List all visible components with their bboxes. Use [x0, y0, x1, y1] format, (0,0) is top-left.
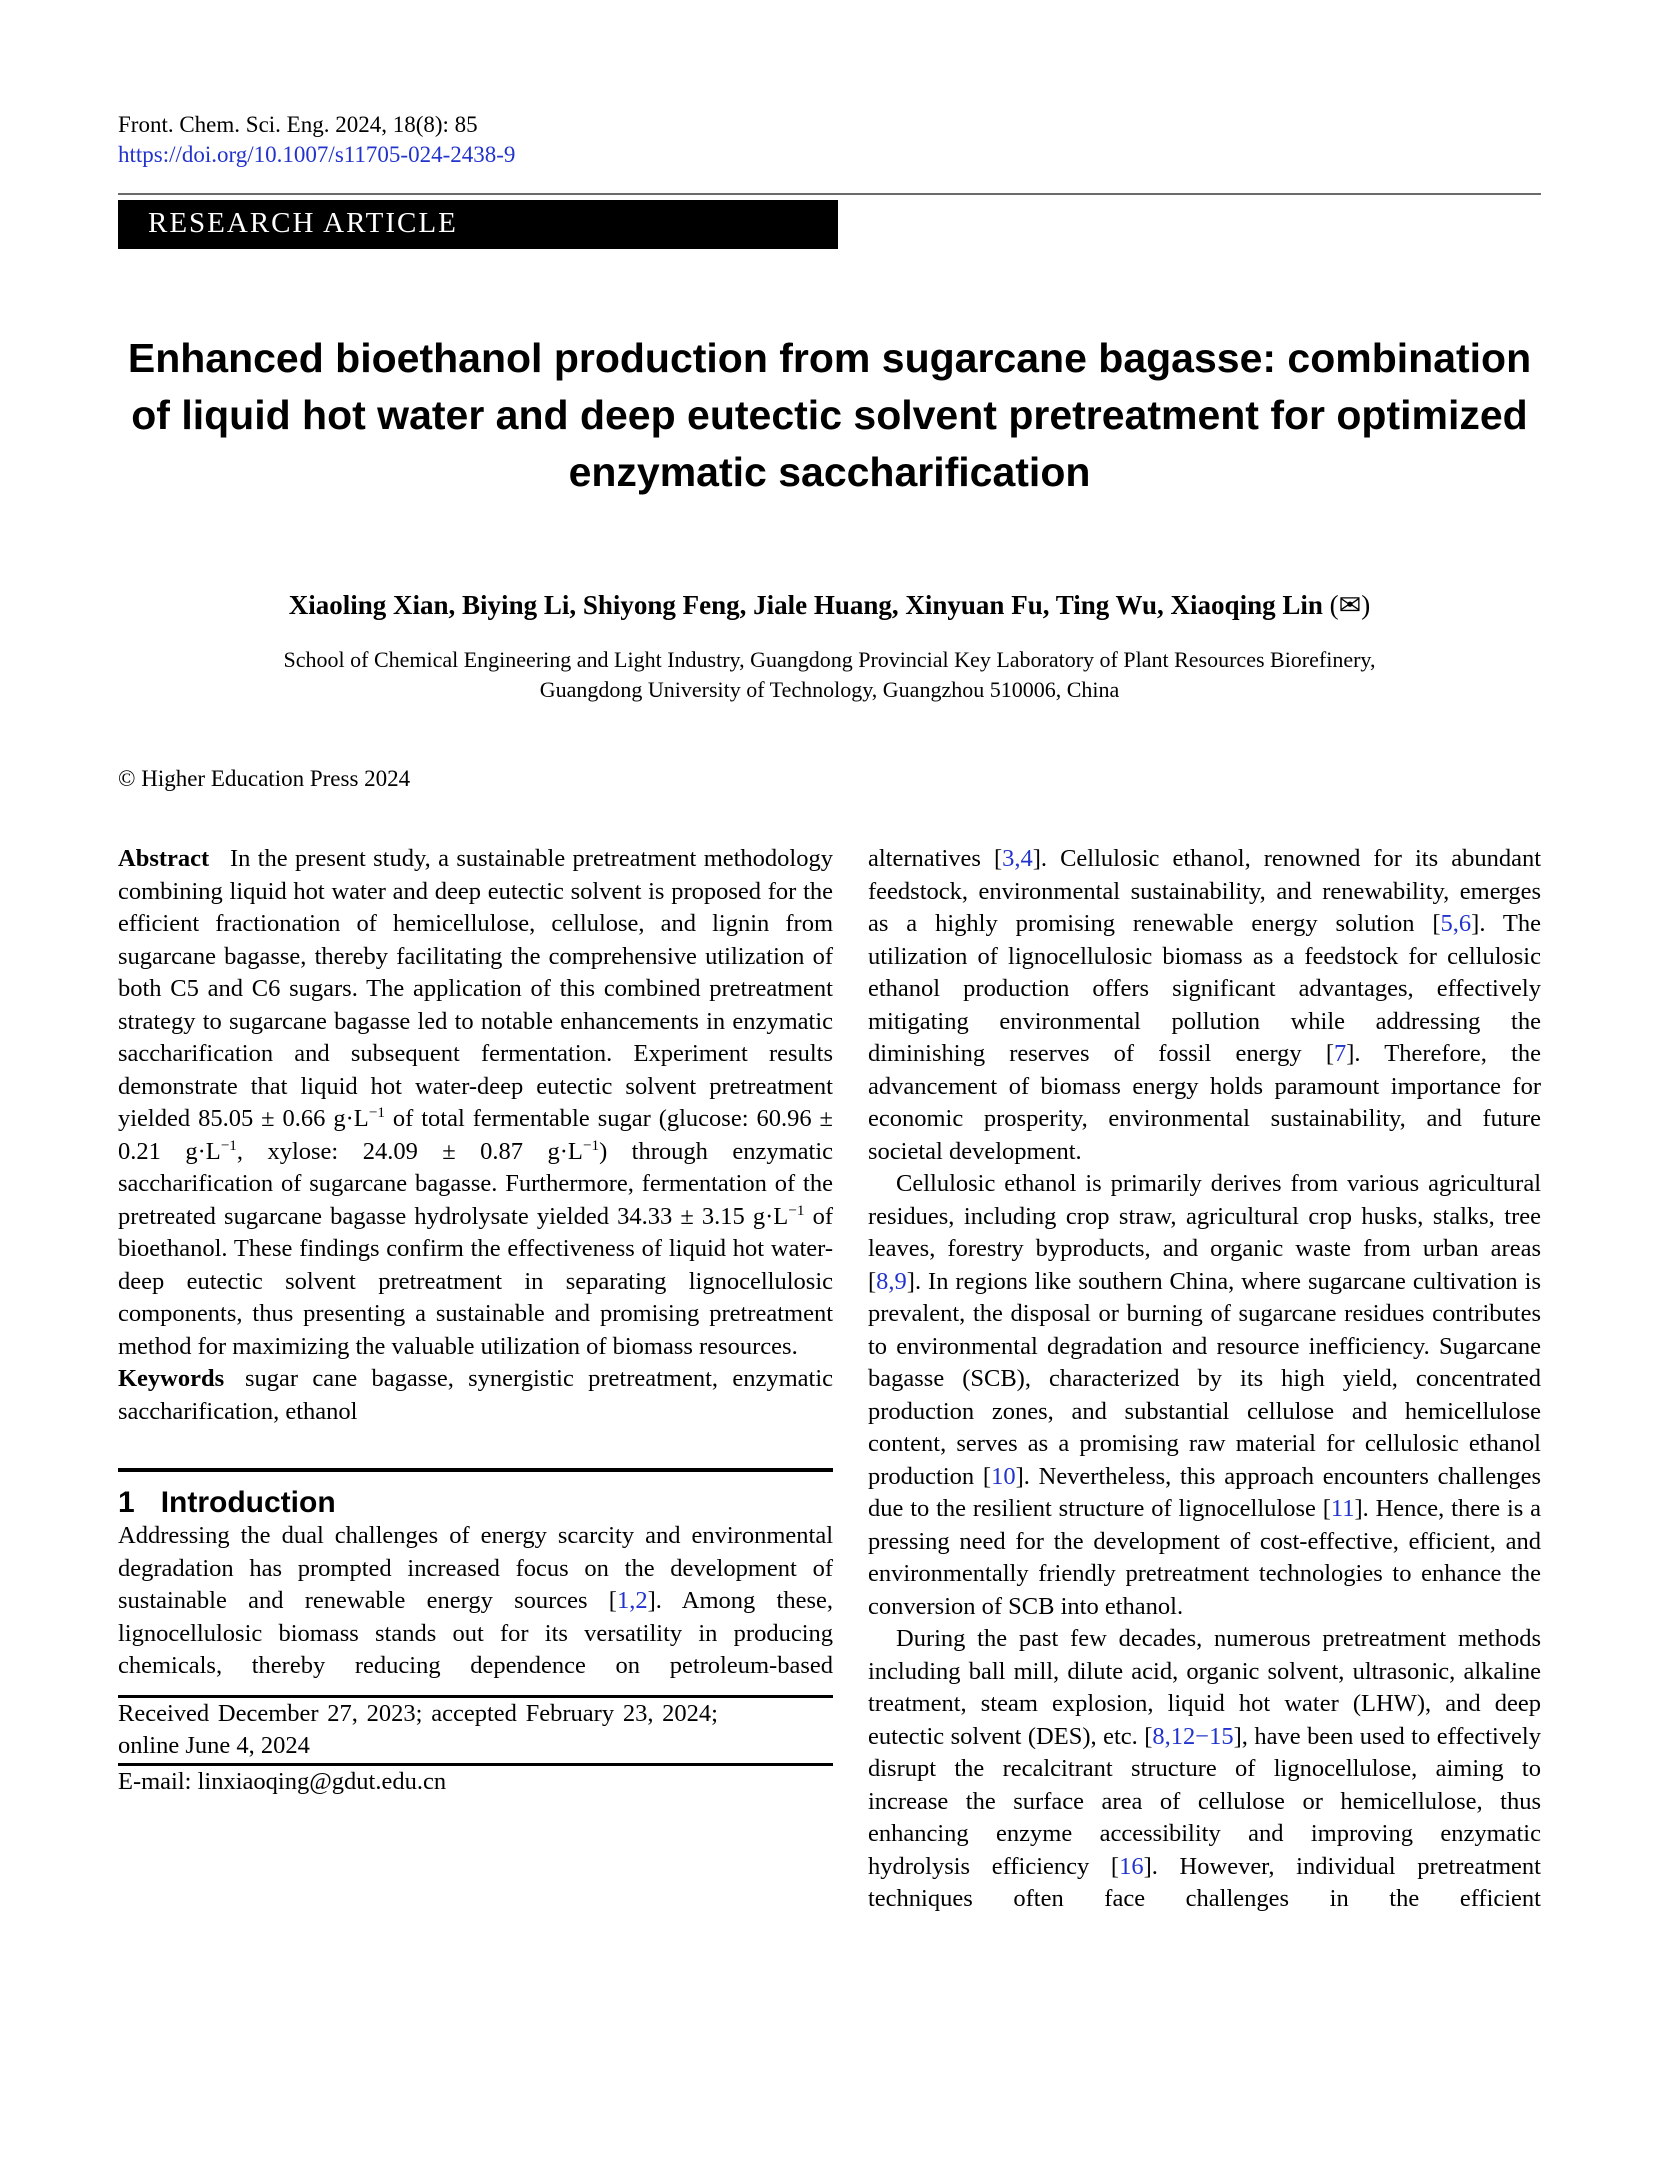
page-title: Enhanced bioethanol production from sugarcane bagasse: combination of liquid hot water and deep eutectic solvent pretreatment for optimized enzymatic saccharification	[127, 335, 1532, 495]
citation-link[interactable]: 7	[1333, 1040, 1347, 1067]
footnote-block	[118, 1695, 833, 1799]
citation-link[interactable]: 8,9	[876, 1267, 907, 1295]
citation-link[interactable]: 11	[1330, 1495, 1355, 1522]
footnote-email[interactable]: E-mail: linxiaoqing@gdut.edu.cn	[118, 1767, 447, 1795]
article-type-banner: RESEARCH ARTICLE	[118, 200, 838, 249]
section-title: Introduction	[160, 1486, 336, 1519]
citation-link[interactable]: 1,2	[616, 1587, 648, 1614]
citation-link[interactable]: 16	[1119, 1852, 1144, 1880]
citation-link[interactable]: 10	[991, 1462, 1016, 1490]
article-type-banner-rule	[118, 193, 1541, 249]
citation-link[interactable]: 3,4	[1002, 845, 1033, 872]
citation-link[interactable]: 5,6	[1440, 910, 1472, 937]
citation-link[interactable]: 8,12−15	[1152, 1722, 1234, 1750]
affiliation-line: School of Chemical Engineering and Light Industry, Guangdong Provincial Key Laboratory of Plant Resources Biorefinery,	[283, 647, 1376, 672]
section-divider-rule	[118, 1468, 833, 1472]
section-number: 1	[118, 1486, 135, 1519]
two-column-body	[118, 843, 1541, 1916]
authors-line	[118, 588, 1541, 622]
abstract-paragraph: Abstract In the present study, a sustainable pretreatment methodology combining liquid hot water and deep eutectic solvent is proposed for the efficient fractionation of hemicellulose, cellulose, and lignin from sugarcane bagasse, thereby facilitating the comprehensive utilization of both C5 and C6 sugars. The application of this combined pretreatment strategy to sugarcane bagasse led to notable enhancements in enzymatic saccharification and subsequent fermentation. Experiment results demonstrate that liquid hot water-deep eutectic solvent pretreatment yielded 85.05 ± 0.66 $g\cdot L^{-1}$ of total fermentable sugar (glucose: 60.96 ± 0.21 $g\cdot L^{-1}$, xylose: 24.09 ± 0.87 $g\cdot L^{-1}$) through enzymatic saccharification of sugarcane bagasse. Furthermore, fermentation of the pretreated sugarcane bagasse hydrolysate yielded 34.33 ± 3.15 $g\cdot L^{-1}$ of bioethanol. These findings confirm the effectiveness of liquid hot water-deep eutectic solvent pretreatment in separating lignocellulosic components, thus presenting a sustainable and promising pretreatment method for maximizing the valuable utilization of biomass resources.	[118, 845, 834, 1360]
introduction-paragraph: Addressing the dual challenges of energy scarcity and environmental degradation has prompted increased focus on the development of sustainable and renewable energy sources [1,2]. Among these, lignocellulosic biomass stands out for its versatility in producing chemicals, thereby reducing dependence on petroleum-based	[118, 1522, 833, 1679]
body-paragraph: alternatives [3,4]. Cellulosic ethanol, renowned for its abundant feedstock, environmental sustainability, and renewability, emerges as a highly promising renewable energy solution [5,6]. The utilization of lignocellulosic biomass as a feedstock for cellulosic ethanol production offers significant advantages, effectively mitigating environmental pollution while addressing the diminishing reserves of fossil energy [7]. Therefore, the advancement of biomass energy holds paramount importance for economic prosperity, environmental sustainability, and future societal development.	[868, 845, 1542, 1165]
left-column	[118, 843, 833, 1916]
footnote-received-dates: Received December 27, 2023; accepted February 23, 2024; online June 4, 2024	[118, 1699, 718, 1759]
section-heading-introduction	[118, 1486, 833, 1520]
affiliation-line: Guangdong University of Technology, Guangzhou 510006, China	[539, 677, 1120, 702]
affiliation	[118, 645, 1541, 705]
corresponding-author-envelope-icon[interactable]: (✉)	[1329, 590, 1371, 620]
journal-reference: Front. Chem. Sci. Eng. 2024, 18(8): 85	[118, 112, 478, 137]
body-paragraph: During the past few decades, numerous pretreatment methods including ball mill, dilute acid, organic solvent, ultrasonic, alkaline treatment, steam explosion, liquid hot water (LHW), and deep eutectic solvent (DES), etc. [8,12−15], have been used to effectively disrupt the recalcitrant structure of lignocellulose, aiming to increase the surface area of cellulose or hemicellulose, thus enhancing enzyme accessibility and improving enzymatic hydrolysis efficiency [16]. However, individual pretreatment techniques often face challenges in the efficient	[868, 1625, 1541, 1912]
keywords-paragraph: Keywords sugar cane bagasse, synergistic pretreatment, enzymatic saccharification, ethanol	[118, 1365, 833, 1425]
copyright-line: © Higher Education Press 2024	[118, 766, 411, 791]
authors-names: Xiaoling Xian, Biying Li, Shiyong Feng, Jiale Huang, Xinyuan Fu, Ting Wu, Xiaoqing Lin	[288, 590, 1323, 620]
doi-link[interactable]: https://doi.org/10.1007/s11705-024-2438-9	[118, 142, 516, 167]
right-column	[868, 843, 1541, 1916]
body-paragraph: Cellulosic ethanol is primarily derives from various agricultural residues, including crop straw, agricultural crop husks, stalks, tree leaves, forestry byproducts, and organic waste from urban areas [8,9]. In regions like southern China, where sugarcane cultivation is prevalent, the disposal or burning of sugarcane residues contributes to environmental degradation and resource inefficiency. Sugarcane bagasse (SCB), characterized by its high yield, concentrated production zones, and substantial cellulose and hemicellulose content, serves as a promising raw material for cellulosic ethanol production [10]. Nevertheless, this approach encounters challenges due to the resilient structure of lignocellulose [11]. Hence, there is a pressing need for the development of cost-effective, efficient, and environmentally friendly pretreatment technologies to enhance the conversion of SCB into ethanol.	[868, 1170, 1542, 1620]
